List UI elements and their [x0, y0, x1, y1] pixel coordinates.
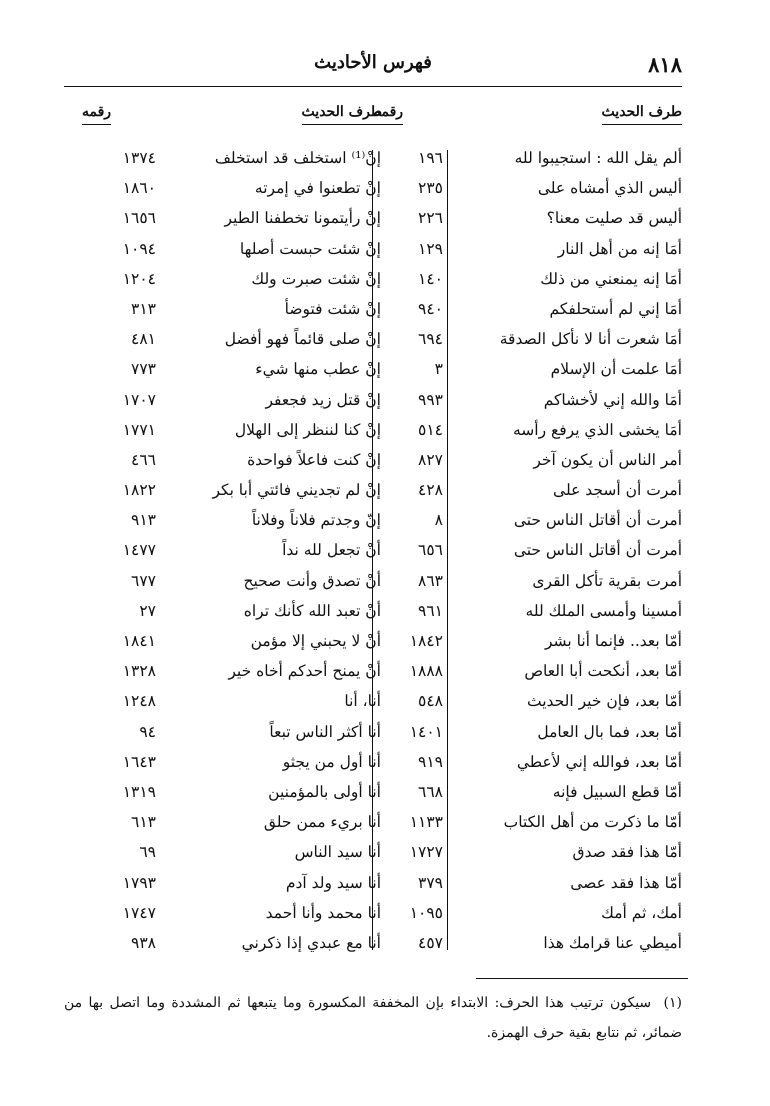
left-hadith-number: ٧٧٣	[131, 360, 156, 379]
right-hadith-text: أمّا قطع السبيل فإنه	[552, 782, 682, 801]
right-hadith-text: أمّا هذا فقد صدق	[572, 843, 682, 862]
right-hadith-number: ٩٤٠	[418, 299, 443, 318]
table-row	[64, 657, 682, 687]
table-row	[64, 325, 682, 355]
right-hadith-text: ألم يقل الله : استجيبوا لله	[514, 149, 682, 167]
page-header	[64, 52, 682, 84]
left-hadith-number: ١٢٠٤	[122, 269, 156, 288]
footnote-marker: (١)	[663, 995, 683, 1011]
table-row	[64, 748, 682, 778]
left-hadith-number: ٤٦٦	[131, 450, 156, 469]
table-row	[64, 355, 682, 385]
right-hadith-text: أليس الذي أمشاه على	[537, 179, 682, 198]
left-hadith-text: إنْ كنا لننظر إلى الهلال	[234, 420, 381, 439]
right-hadith-number: ٩١٩	[418, 752, 443, 771]
page-number: ٨١٨	[648, 52, 682, 77]
right-hadith-number: ٥١٤	[418, 420, 443, 439]
left-hadith-number: ١٨٢٢	[122, 481, 156, 500]
table-row	[64, 235, 682, 265]
left-hadith-number: ١٦٤٣	[122, 752, 156, 771]
right-text-heading: طرف الحديث	[602, 104, 682, 125]
left-hadith-text: إنْ شئت صبرت ولك	[251, 269, 381, 288]
right-hadith-number: ٨٦٣	[418, 571, 443, 590]
right-hadith-number: ٣٧٩	[418, 873, 443, 892]
right-hadith-number: ١٨٤٢	[409, 632, 443, 650]
right-hadith-text: أليس قد صليت معنا؟	[546, 209, 682, 228]
left-hadith-text: أنا أولى بالمؤمنين	[268, 782, 381, 801]
footnote-text: سيكون ترتيب هذا الحرف: الابتداء بإن المخففة المكسورة وما يتبعها ثم المشددة وما اتصل بها من ضمائر، ثم نتابع بقية حرف الهمزة.	[64, 995, 682, 1041]
left-hadith-text: أنا سيد ولد آدم	[285, 873, 381, 892]
left-hadith-number: ١٣٢٨	[122, 662, 156, 681]
left-hadith-text: إنْ عطب منها شيء	[255, 360, 381, 379]
table-row	[64, 446, 682, 476]
left-hadith-number: ١٧٩٣	[122, 873, 156, 892]
left-hadith-text: أنا، أنا	[344, 692, 381, 711]
table-row	[64, 536, 682, 566]
left-hadith-text: إنْ شئت فتوضأ	[284, 299, 381, 318]
right-hadith-text: أمَا شعرت أنا لا نأكل الصدقة	[499, 330, 682, 349]
right-hadith-number: ٨	[434, 511, 443, 530]
page-title: فهرس الأحاديث	[314, 52, 432, 73]
table-row	[64, 174, 682, 204]
table-row	[64, 597, 682, 627]
right-hadith-number: ١٤٠	[418, 269, 443, 288]
left-hadith-number: ١٢٤٨	[122, 692, 156, 711]
column-headings	[64, 104, 682, 130]
right-hadith-number: ٤٥٧	[418, 933, 443, 952]
left-hadith-text: أنْ تعبد الله كأنك تراه	[243, 601, 381, 620]
right-hadith-text: أمّا بعد، فإن خير الحديث	[527, 692, 682, 711]
left-text-heading: طرف الحديث	[302, 104, 382, 125]
left-hadith-text: أنْ يمنح أحدكم أخاه خير	[228, 662, 381, 681]
left-hadith-number: ١٨٦٠	[122, 179, 156, 198]
right-hadith-number: ٦٩٤	[418, 330, 443, 349]
right-hadith-text: أمّا هذا فقد عصى	[570, 873, 682, 892]
left-hadith-text: إنّ وجدتم فلاناً وفلاناً	[251, 511, 381, 530]
left-hadith-text: إنْ شئت حبست أصلها	[239, 239, 381, 258]
left-hadith-number: ١٣١٩	[122, 782, 156, 801]
right-hadith-number: ٢٢٦	[418, 209, 443, 228]
right-hadith-number: ١١٣٣	[409, 813, 443, 832]
right-hadith-text: أمّا بعد.. فإنما أنا بشر	[545, 632, 682, 650]
table-row	[64, 808, 682, 838]
hadith-index-table	[64, 144, 682, 959]
left-hadith-text: أنْ لا يحبني إلا مؤمن	[250, 632, 381, 650]
right-hadith-number: ٤٢٨	[418, 481, 443, 500]
left-hadith-text: أنا أول من يجثو	[282, 752, 381, 771]
left-hadith-text: أنا سيد الناس	[294, 843, 381, 862]
left-hadith-text: أنا بريء ممن حلق	[263, 813, 381, 832]
table-row	[64, 476, 682, 506]
table-row	[64, 265, 682, 295]
left-hadith-number: ١٧٠٧	[122, 390, 156, 409]
left-hadith-text: أنْ تصدق وأنت صحيح	[243, 571, 381, 590]
right-hadith-text: أمرت أن أقاتل الناس حتى	[513, 511, 682, 530]
table-row	[64, 567, 682, 597]
table-row	[64, 929, 682, 959]
table-row	[64, 718, 682, 748]
right-hadith-number: ١٧٢٧	[409, 843, 443, 862]
right-hadith-text: أمرت بقرية تأكل القرى	[532, 571, 682, 590]
left-hadith-number: ١٦٥٦	[122, 209, 156, 228]
left-hadith-text: إنْ كنت فاعلاً فواحدة	[247, 450, 381, 469]
right-hadith-text: أمَا علمت أن الإسلام	[550, 360, 682, 379]
left-hadith-number: ٩١٣	[131, 511, 156, 530]
right-hadith-number: ١٤٠١	[409, 722, 443, 741]
footnote	[64, 988, 682, 1048]
table-row	[64, 386, 682, 416]
left-hadith-number: ٣١٣	[131, 299, 156, 318]
left-hadith-number: ٩٤	[139, 722, 156, 741]
right-hadith-text: أمَا إني لم أستحلفكم	[549, 299, 682, 318]
table-row	[64, 869, 682, 899]
table-row	[64, 506, 682, 536]
header-rule	[64, 86, 682, 87]
right-hadith-number: ٩٩٣	[418, 390, 443, 409]
right-hadith-text: أمَا إنه يمنعني من ذلك	[540, 269, 682, 288]
left-hadith-number: ١٧٤٧	[122, 903, 156, 922]
right-hadith-text: أمّا بعد، أنكحت أبا العاص	[524, 662, 682, 681]
left-number-heading: رقمه	[82, 104, 111, 125]
right-hadith-text: أمّا بعد، فوالله إني لأعطي	[516, 752, 682, 771]
left-hadith-number: ١٤٧٧	[122, 541, 156, 560]
right-hadith-number: ٦٦٨	[418, 782, 443, 801]
left-hadith-text: إنْ قتل زيد فجعفر	[265, 390, 381, 409]
right-hadith-number: ٢٣٥	[418, 179, 443, 198]
right-hadith-text: أمَا إنه من أهل النار	[557, 239, 682, 258]
left-hadith-text: إنْ تطعنوا في إمرته	[254, 179, 381, 198]
right-hadith-number: ١٨٨٨	[409, 662, 443, 681]
right-hadith-text: أميطي عنا قرامك هذا	[543, 933, 682, 952]
right-hadith-text: أمرت أن أقاتل الناس حتى	[513, 541, 682, 560]
right-hadith-number: ١٠٩٥	[409, 903, 443, 922]
left-hadith-number: ٦٧٧	[131, 571, 156, 590]
table-row	[64, 144, 682, 174]
right-hadith-text: أمسينا وأمسى الملك لله	[525, 601, 682, 620]
right-hadith-text: أمر الناس أن يكون آخر	[533, 450, 682, 469]
table-row	[64, 204, 682, 234]
right-hadith-number: ٣	[434, 360, 443, 379]
left-hadith-text: إنْ رأيتمونا تخطفنا الطير	[224, 209, 381, 228]
right-hadith-number: ٨٢٧	[418, 450, 443, 469]
left-hadith-text: أنا مع عبدي إذا ذكرني	[241, 933, 381, 952]
left-hadith-number: ١٣٧٤	[122, 149, 156, 167]
right-hadith-text: أمَا يخشى الذي يرفع رأسه	[512, 420, 682, 439]
left-hadith-text: أنا محمد وأنا أحمد	[265, 903, 381, 922]
left-hadith-number: ٢٧	[139, 601, 156, 620]
table-row	[64, 838, 682, 868]
right-number-heading: رقمه	[374, 104, 403, 125]
right-hadith-text: أمّا ما ذكرت من أهل الكتاب	[503, 813, 682, 832]
left-hadith-number: ١٨٤١	[122, 632, 156, 650]
right-hadith-number: ١٩٦	[418, 149, 443, 167]
left-hadith-number: ٤٨١	[131, 330, 156, 349]
right-hadith-text: أمرت أن أسجد على	[553, 481, 682, 500]
left-hadith-text: إنْ صلى قائماً فهو أفضل	[224, 330, 381, 349]
table-row	[64, 687, 682, 717]
footnote-rule	[476, 978, 688, 979]
left-hadith-number: ٦١٣	[131, 813, 156, 832]
table-row	[64, 778, 682, 808]
left-hadith-number: ١٠٩٤	[122, 239, 156, 258]
table-row	[64, 899, 682, 929]
left-hadith-number: ٩٣٨	[131, 933, 156, 952]
right-hadith-text: أمَا والله إني لأخشاكم	[543, 390, 682, 409]
left-hadith-text: أنا أكثر الناس تبعاً	[269, 722, 381, 741]
left-hadith-text: أنْ تجعل لله نداً	[282, 541, 381, 560]
table-row	[64, 295, 682, 325]
right-hadith-text: أمّا بعد، فما بال العامل	[537, 722, 682, 741]
left-hadith-text: إنْ لم تجديني فائتي أبا بكر	[212, 481, 381, 500]
table-row	[64, 416, 682, 446]
right-hadith-number: ١٢٩	[418, 239, 443, 258]
left-hadith-number: ٦٩	[139, 843, 156, 862]
right-hadith-text: أمك، ثم أمك	[601, 903, 682, 922]
left-hadith-text: إنْ⁽¹⁾ استخلف قد استخلف	[214, 149, 381, 167]
right-hadith-number: ٩٦١	[418, 601, 443, 620]
right-hadith-number: ٥٤٨	[418, 692, 443, 711]
left-hadith-number: ١٧٧١	[122, 420, 156, 439]
table-row	[64, 627, 682, 657]
right-hadith-number: ٦٥٦	[418, 541, 443, 560]
